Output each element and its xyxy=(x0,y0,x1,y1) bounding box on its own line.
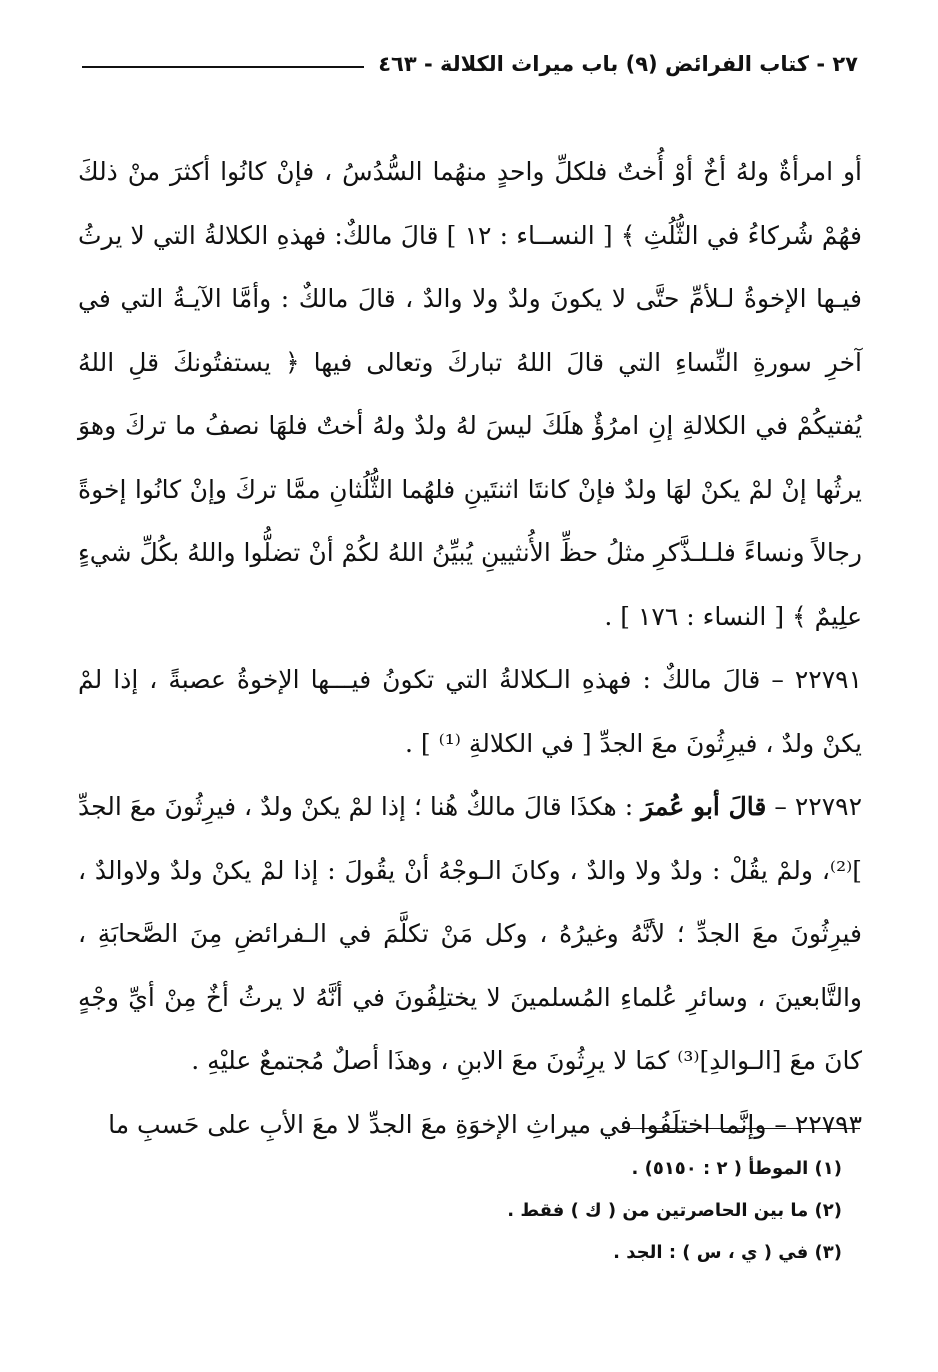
paragraph-text: وإنَّما اختلَفُوا في ميراثِ الإخوَةِ معَ الجدِّ لا معَ الأبِ على حَسبِ ما xyxy=(108,1109,767,1139)
speaker-name: قالَ أبو عُمرَ xyxy=(641,792,767,821)
footnotes xyxy=(300,1148,842,1274)
paragraph-text: أو امرأةٌ ولهُ أخٌ أوْ أُختٌ فلكلِّ واحدٍ منهُما السُّدُسُ ، فإنْ كانُوا أكثرَ منْ ذلكَ فهُمْ شُركاءُ في الثُّلُثِ ﴾ [ النســاء : ١٢ ] قالَ مالكٌ: فهذهِ الكلالةُ التي لا يرثُ فيـها الإخوةُ لـلأمِّ حتَّى لا يكونَ ولدٌ ولا والدٌ ، قالَ مالكٌ : وأمَّا الآيـةُ التي في آخرِ سورةِ النِّساءِ التي قالَ اللهُ تباركَ وتعالى فيها ﴿ يستفتُونكَ قلِ اللهُ يُفتيكُمْ في الكلالةِ إنِ امرُؤٌ هلَكَ ليسَ لهُ ولدٌ ولهُ أختٌ فلهَا نصفُ ما تركَ وهوَ يرثُها إنْ لمْ يكنْ لهَا ولدٌ فإنْ كانتَا اثنتَينِ فلهُما الثُّلُثانِ ممَّا تركَ وإنْ كانُوا إخوةً رجالاً ونساءً فلـلـذَّكرِ مثلُ حظِّ الأُنثيينِ يُبيِّنُ اللهُ لكُمْ أنْ تضلُّوا واللهُ بكُلِّ شيءٍ علِيمٌ ﴾ [ النساء : ١٧٦ ] . xyxy=(78,157,862,631)
paragraph-22792: ٢٢٧٩٢ – قالَ أبو عُمرَ : هكذَا قالَ مالكٌ هُنا ؛ إذا لمْ يكنْ ولدٌ ، فيرِثُونَ معَ الجدِّ ]⁽²⁾، ولمْ يقُلْ : ولدٌ ولا والدٌ ، وكانَ الـوجْهُ أنْ يقُولَ : إذا لمْ يكنْ ولدٌ ولاوالدٌ ، فيرِثُونَ معَ الجدِّ ؛ لأنَّهُ وغيرُهُ ، وكل مَنْ تكلَّمَ في الـفرائضِ مِنَ الصَّحابَةِ ، والتَّابعينَ ، وسائرِ عُلماءِ المُسلمينَ لا يختلِفُونَ في أنَّهُ لا يرثُ أخٌ مِنْ أيِّ وجْهٍ كانَ معَ [الـوالدِ]⁽³⁾ كمَا لا يرِثُونَ معَ الابنِ ، وهذَا أصلٌ مُجتمعٌ عليْهِ . xyxy=(78,792,862,1075)
paragraph-number: ٢٢٧٩٢ xyxy=(794,792,862,821)
paragraph-text: قالَ مالكٌ : فهذهِ الـكلالةُ التي تكونُ فيـــها الإخوةُ عصبةً ، إذا لمْ يكنْ ولدٌ ، فيرِثُونَ معَ الجدِّ [ في الكلالةِ ⁽¹⁾ ] . xyxy=(78,665,862,758)
footnote-2: (٢) ما بين الحاصرتين من ( ك ) فقط . xyxy=(507,1200,842,1221)
main-text xyxy=(78,140,862,1156)
paragraph-number: ٢٢٧٩١ xyxy=(794,665,862,694)
footnote-rule xyxy=(622,1128,860,1129)
paragraph-22793: ٢٢٧٩٣ – وإنَّما اختلَفُوا في ميراثِ الإخوَةِ معَ الجدِّ لا معَ الأبِ على حَسبِ ما xyxy=(108,1109,862,1139)
paragraph-text: : هكذَا قالَ مالكٌ هُنا ؛ إذا لمْ يكنْ ولدٌ ، فيرِثُونَ معَ الجدِّ ]⁽²⁾، ولمْ يقُلْ : ولدٌ ولا والدٌ ، وكانَ الـوجْهُ أنْ يقُولَ : إذا لمْ يكنْ ولدٌ ولاوالدٌ ، فيرِثُونَ معَ الجدِّ ؛ لأنَّهُ وغيرُهُ ، وكل مَنْ تكلَّمَ في الـفرائضِ مِنَ الصَّحابَةِ ، والتَّابعينَ ، وسائرِ عُلماءِ المُسلمينَ لا يختلِفُونَ في أنَّهُ لا يرثُ أخٌ مِنْ أيِّ وجْهٍ كانَ معَ [الـوالدِ]⁽³⁾ كمَا لا يرِثُونَ معَ الابنِ ، وهذَا أصلٌ مُجتمعٌ عليْهِ . xyxy=(78,792,862,1075)
header-title: ٢٧ - كتاب الفرائض (٩) باب ميراث الكلالة - ٤٦٣ xyxy=(378,52,858,76)
paragraph-22791: ٢٢٧٩١ – قالَ مالكٌ : فهذهِ الـكلالةُ التي تكونُ فيـــها الإخوةُ عصبةً ، إذا لمْ يكنْ ولدٌ ، فيرِثُونَ معَ الجدِّ [ في الكلالةِ ⁽¹⁾ ] . xyxy=(78,665,862,758)
footnote-3: (٣) في ( ي ، س ) : الجد . xyxy=(613,1242,842,1263)
footnote-1: (١) الموطأ ( ٢ : ٥١٥٠) . xyxy=(631,1158,842,1179)
header-rule xyxy=(82,66,364,68)
paragraph-number: ٢٢٧٩٣ xyxy=(794,1109,862,1139)
running-header xyxy=(82,46,858,82)
paragraph-quran-verses xyxy=(78,140,862,648)
